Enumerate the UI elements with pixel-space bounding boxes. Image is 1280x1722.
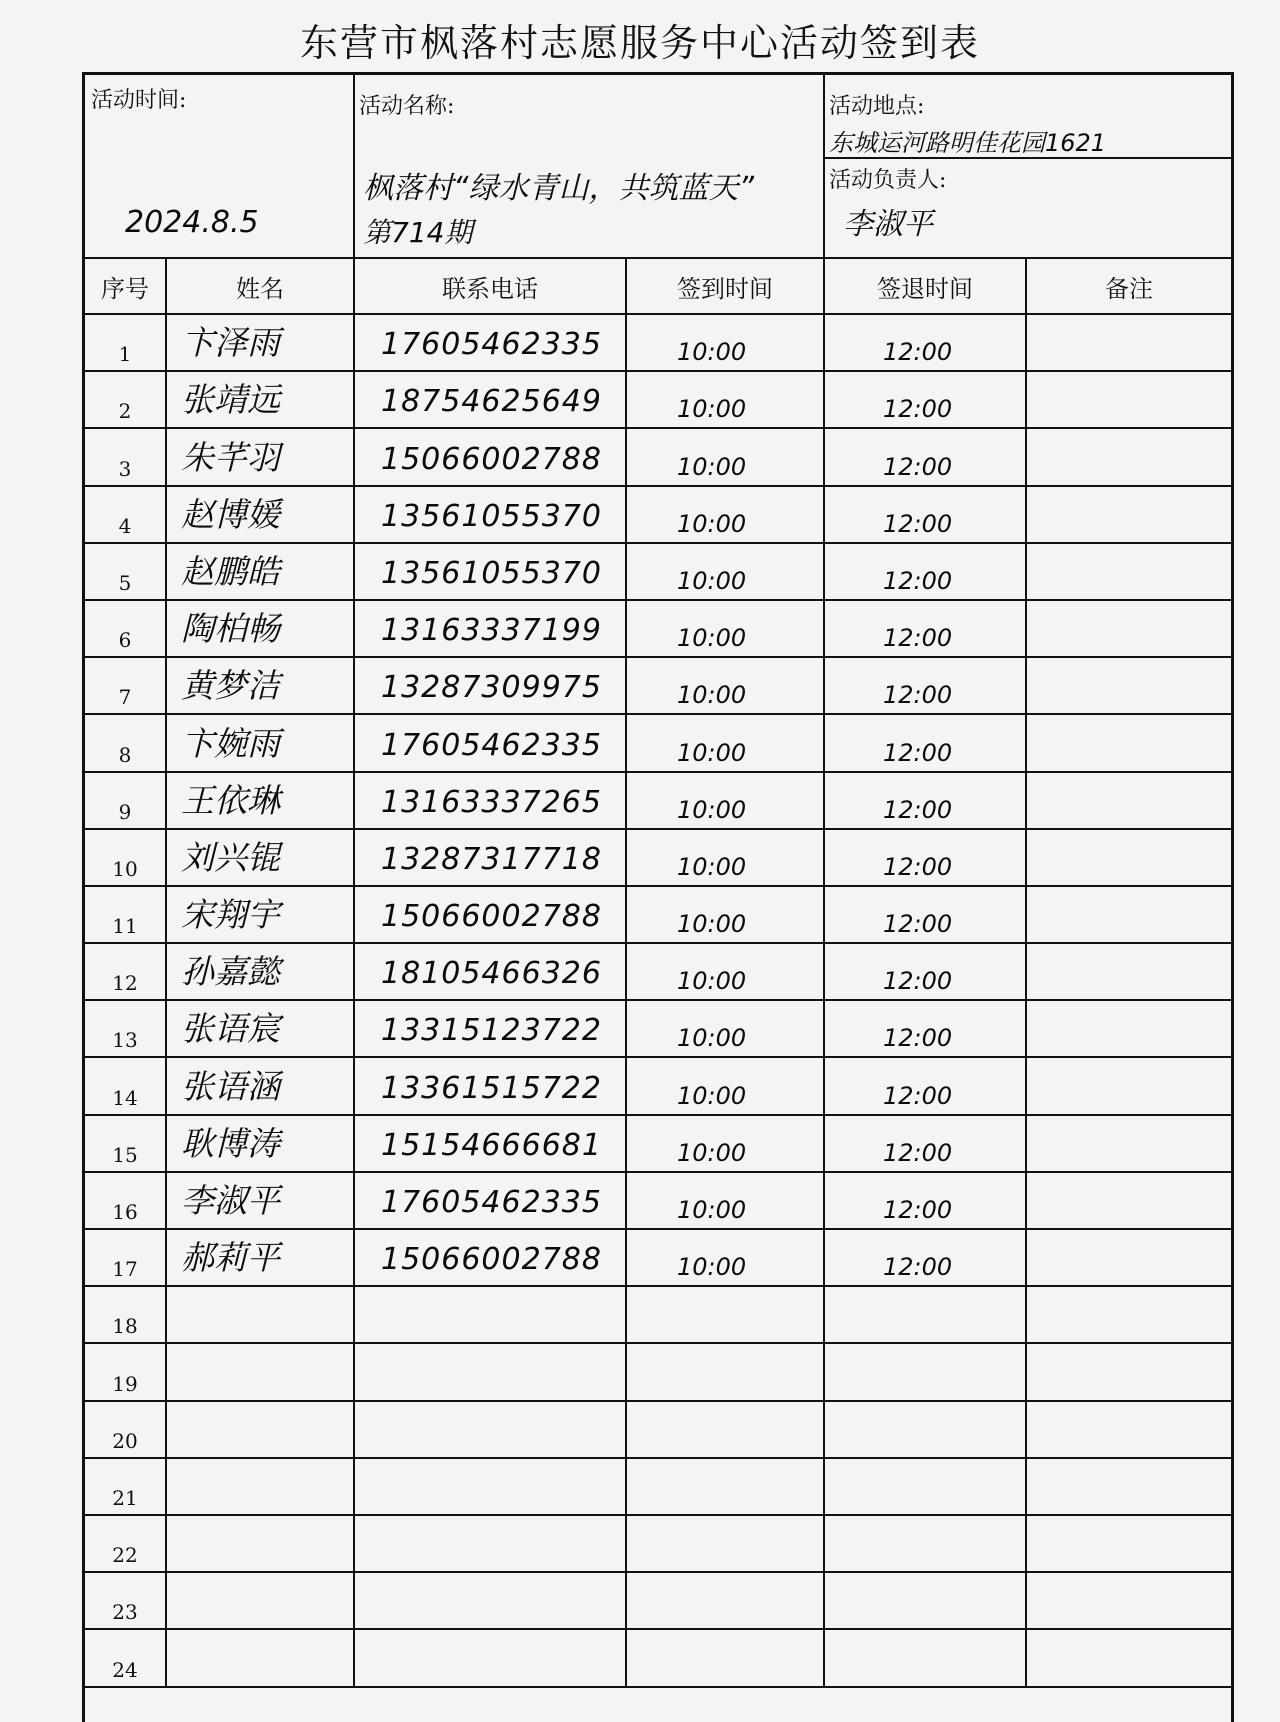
sign-in-time: 10:00 <box>677 338 747 367</box>
name-cell <box>165 1573 353 1628</box>
row-index-cell <box>85 1058 165 1113</box>
sign-in-time: 10:00 <box>677 566 747 595</box>
phone-cell <box>353 1630 625 1685</box>
volunteer-name: 赵博媛 <box>181 494 280 534</box>
sign-in-cell <box>625 544 823 599</box>
remarks-cell <box>1025 1573 1231 1628</box>
row-index-cell <box>85 944 165 999</box>
remarks-cell <box>1025 1402 1231 1457</box>
row-index-cell <box>85 1230 165 1285</box>
phone-cell <box>353 715 625 770</box>
volunteer-name: 李淑平 <box>181 1181 280 1220</box>
activity-time-cell <box>85 75 355 257</box>
sign-out-time: 12:00 <box>883 395 953 424</box>
name-cell <box>165 715 353 770</box>
sign-in-cell <box>625 315 823 370</box>
sign-in-cell <box>625 773 823 828</box>
sign-out-time: 12:00 <box>883 910 953 939</box>
sign-out-cell <box>823 1173 1025 1228</box>
remarks-cell <box>1025 658 1231 713</box>
remarks-cell <box>1025 372 1231 427</box>
row-index-cell <box>85 601 165 656</box>
sign-in-time: 10:00 <box>677 795 747 824</box>
table-row <box>85 1459 1231 1516</box>
sign-out-time: 12:00 <box>883 1138 953 1167</box>
volunteer-name: 刘兴锟 <box>181 837 280 877</box>
row-index: 22 <box>112 1543 138 1568</box>
sign-out-cell <box>823 1230 1025 1285</box>
phone-cell <box>353 372 625 427</box>
sign-in-cell <box>625 887 823 942</box>
table-row <box>85 601 1231 658</box>
sign-out-cell <box>823 315 1025 370</box>
contact-phone: 13315123722 <box>381 1013 602 1049</box>
table-row <box>85 773 1231 830</box>
table-row <box>85 715 1231 772</box>
table-row <box>85 830 1231 887</box>
header-sign-out-time: 签退时间 <box>823 259 1025 313</box>
phone-cell <box>353 429 625 484</box>
remarks-cell <box>1025 773 1231 828</box>
remarks-cell <box>1025 1459 1231 1514</box>
activity-place-value: 东城运河路明佳花园1621 <box>829 129 1107 157</box>
phone-cell <box>353 1459 625 1514</box>
sign-in-cell <box>625 1630 823 1685</box>
activity-place-cell <box>823 75 1231 257</box>
sign-out-cell <box>823 658 1025 713</box>
remarks-cell <box>1025 944 1231 999</box>
remarks-cell <box>1025 487 1231 542</box>
sign-out-cell <box>823 1058 1025 1113</box>
remarks-cell <box>1025 429 1231 484</box>
row-index: 18 <box>112 1314 138 1339</box>
phone-cell <box>353 658 625 713</box>
sign-in-time: 10:00 <box>677 452 747 481</box>
table-row <box>85 544 1231 601</box>
sign-out-time: 12:00 <box>883 1196 953 1224</box>
row-index-cell <box>85 1116 165 1171</box>
sign-in-time: 10:00 <box>677 395 747 424</box>
sign-in-time: 10:00 <box>677 1024 747 1053</box>
phone-cell <box>353 1287 625 1342</box>
sign-out-time: 12:00 <box>883 509 953 538</box>
row-index: 4 <box>118 513 132 538</box>
sign-out-time: 12:00 <box>883 1024 953 1053</box>
phone-cell <box>353 1402 625 1457</box>
row-index: 14 <box>112 1085 138 1110</box>
attendance-table <box>85 259 1231 1688</box>
header-sign-in-time: 签到时间 <box>625 259 823 313</box>
sign-out-cell <box>823 944 1025 999</box>
remarks-cell <box>1025 1230 1231 1285</box>
sign-in-cell <box>625 658 823 713</box>
sign-out-cell <box>823 715 1025 770</box>
sign-out-cell <box>823 1402 1025 1457</box>
row-index-cell <box>85 1516 165 1571</box>
row-index-cell <box>85 429 165 484</box>
name-cell <box>165 372 353 427</box>
table-row <box>85 1516 1231 1573</box>
contact-phone: 17605462335 <box>381 1185 602 1220</box>
sign-in-cell <box>625 1173 823 1228</box>
contact-phone: 13561055370 <box>381 498 602 534</box>
sign-in-cell <box>625 715 823 770</box>
remarks-cell <box>1025 1344 1231 1399</box>
remarks-cell <box>1025 1116 1231 1171</box>
activity-name-value-line2: 第714期 <box>363 216 473 249</box>
sign-out-cell <box>823 830 1025 885</box>
phone-cell <box>353 1230 625 1285</box>
volunteer-name: 孙嘉懿 <box>181 952 280 992</box>
sign-in-cell <box>625 1344 823 1399</box>
row-index: 5 <box>118 570 132 595</box>
name-cell <box>165 830 353 885</box>
row-index-cell <box>85 773 165 828</box>
sign-in-cell <box>625 1116 823 1171</box>
sign-in-cell <box>625 1287 823 1342</box>
name-cell <box>165 658 353 713</box>
volunteer-name: 赵鹏皓 <box>181 551 280 591</box>
sign-out-time: 12:00 <box>883 624 953 653</box>
row-index: 11 <box>112 914 138 939</box>
volunteer-name: 黄梦洁 <box>181 666 280 706</box>
volunteer-name: 郝莉平 <box>181 1238 280 1278</box>
contact-phone: 18754625649 <box>381 384 602 420</box>
row-index-cell <box>85 544 165 599</box>
sign-out-time: 12:00 <box>883 338 953 367</box>
sign-out-cell <box>823 1630 1025 1685</box>
sign-out-cell <box>823 429 1025 484</box>
volunteer-name: 张语涵 <box>181 1066 280 1106</box>
row-index-cell <box>85 715 165 770</box>
table-header-row <box>85 259 1231 315</box>
phone-cell <box>353 1573 625 1628</box>
contact-phone: 13561055370 <box>381 555 602 591</box>
volunteer-name: 卞婉雨 <box>181 723 280 763</box>
contact-phone: 17605462335 <box>381 327 602 363</box>
contact-phone: 15066002788 <box>381 441 602 477</box>
phone-cell <box>353 487 625 542</box>
name-cell <box>165 1459 353 1514</box>
row-index-cell <box>85 887 165 942</box>
sign-out-cell <box>823 1116 1025 1171</box>
row-index-cell <box>85 658 165 713</box>
phone-cell <box>353 1173 625 1228</box>
row-index-cell <box>85 1287 165 1342</box>
sign-in-cell <box>625 1001 823 1056</box>
row-index: 23 <box>112 1600 138 1625</box>
volunteer-name: 陶柏畅 <box>181 609 280 649</box>
sign-in-time: 10:00 <box>677 509 747 538</box>
row-index: 7 <box>118 685 132 710</box>
row-index: 20 <box>112 1428 138 1453</box>
sign-in-time: 10:00 <box>677 681 747 710</box>
sign-out-cell <box>823 372 1025 427</box>
sign-in-cell <box>625 830 823 885</box>
row-index-cell <box>85 487 165 542</box>
row-index: 19 <box>112 1371 138 1396</box>
activity-time-value: 2024.8.5 <box>125 205 259 240</box>
row-index-cell <box>85 1173 165 1228</box>
activity-leader-value: 李淑平 <box>843 207 933 242</box>
name-cell <box>165 601 353 656</box>
sign-out-cell <box>823 887 1025 942</box>
table-row <box>85 1630 1231 1687</box>
name-cell <box>165 944 353 999</box>
sign-out-cell <box>823 1516 1025 1571</box>
phone-cell <box>353 544 625 599</box>
volunteer-name: 耿博涛 <box>181 1123 280 1163</box>
row-index: 6 <box>118 628 132 653</box>
row-index: 1 <box>118 342 132 367</box>
sign-out-time: 12:00 <box>883 681 953 710</box>
phone-cell <box>353 315 625 370</box>
row-index: 9 <box>118 799 132 824</box>
sign-out-cell <box>823 1459 1025 1514</box>
table-row <box>85 1058 1231 1115</box>
sign-out-time: 12:00 <box>883 566 953 595</box>
name-cell <box>165 1344 353 1399</box>
table-row <box>85 1287 1231 1344</box>
sign-in-cell <box>625 1230 823 1285</box>
activity-time-label: 活动时间: <box>91 88 187 113</box>
name-cell <box>165 429 353 484</box>
sign-out-cell <box>823 1287 1025 1342</box>
remarks-cell <box>1025 1287 1231 1342</box>
contact-phone: 13163337199 <box>381 613 602 649</box>
row-index: 8 <box>118 742 132 767</box>
name-cell <box>165 1001 353 1056</box>
table-row <box>85 1573 1231 1630</box>
sign-in-time: 10:00 <box>677 967 747 996</box>
activity-name-cell <box>353 75 825 257</box>
activity-name-value-line1: 枫落村“绿水青山，共筑蓝天” <box>363 171 755 206</box>
sign-in-cell <box>625 1402 823 1457</box>
name-cell <box>165 1116 353 1171</box>
sign-out-time: 12:00 <box>883 967 953 996</box>
sign-in-table-frame <box>82 72 1234 1722</box>
row-index: 17 <box>112 1257 138 1282</box>
table-row <box>85 944 1231 1001</box>
activity-info-section <box>85 75 1231 259</box>
table-row <box>85 887 1231 944</box>
sign-out-cell <box>823 487 1025 542</box>
sign-in-cell <box>625 944 823 999</box>
sign-in-cell <box>625 1573 823 1628</box>
table-row <box>85 1116 1231 1173</box>
row-index-cell <box>85 830 165 885</box>
activity-place-label: 活动地点: <box>829 94 925 119</box>
row-index-cell <box>85 1630 165 1685</box>
phone-cell <box>353 1344 625 1399</box>
sign-in-cell <box>625 372 823 427</box>
contact-phone: 13287317718 <box>381 841 602 877</box>
activity-name-label: 活动名称: <box>359 94 455 119</box>
sign-out-time: 12:00 <box>883 1081 953 1110</box>
header-remarks: 备注 <box>1025 259 1231 313</box>
sign-in-time: 10:00 <box>677 738 747 767</box>
name-cell <box>165 1516 353 1571</box>
phone-cell <box>353 773 625 828</box>
sign-out-cell <box>823 601 1025 656</box>
activity-leader-label: 活动负责人: <box>829 168 947 193</box>
contact-phone: 13163337265 <box>381 784 602 820</box>
header-index: 序号 <box>101 274 149 303</box>
row-index-cell <box>85 1459 165 1514</box>
row-index: 15 <box>112 1142 138 1167</box>
table-row <box>85 429 1231 486</box>
remarks-cell <box>1025 1058 1231 1113</box>
sign-out-cell <box>823 773 1025 828</box>
table-row <box>85 1230 1231 1287</box>
sign-out-time: 12:00 <box>883 795 953 824</box>
sign-in-time: 10:00 <box>677 624 747 653</box>
sign-in-cell <box>625 429 823 484</box>
volunteer-name: 张靖远 <box>181 380 280 420</box>
table-row <box>85 658 1231 715</box>
row-index-cell <box>85 315 165 370</box>
phone-cell <box>353 1516 625 1571</box>
remarks-cell <box>1025 601 1231 656</box>
phone-cell <box>353 1116 625 1171</box>
volunteer-name: 张语宸 <box>181 1009 280 1049</box>
sign-out-cell <box>823 1001 1025 1056</box>
table-row <box>85 1402 1231 1459</box>
remarks-cell <box>1025 1001 1231 1056</box>
volunteer-name: 宋翔宇 <box>181 895 280 935</box>
phone-cell <box>353 1001 625 1056</box>
contact-phone: 15066002788 <box>381 899 602 935</box>
remarks-cell <box>1025 887 1231 942</box>
phone-cell <box>353 601 625 656</box>
sign-in-cell <box>625 1516 823 1571</box>
contact-phone: 15154666681 <box>381 1127 602 1163</box>
row-index: 24 <box>112 1657 138 1682</box>
sign-out-cell <box>823 1344 1025 1399</box>
row-index-cell <box>85 1573 165 1628</box>
remarks-cell <box>1025 715 1231 770</box>
row-index-cell <box>85 1001 165 1056</box>
remarks-cell <box>1025 315 1231 370</box>
sign-out-time: 12:00 <box>883 1253 953 1282</box>
table-row <box>85 315 1231 372</box>
sign-out-time: 12:00 <box>883 452 953 481</box>
header-name: 姓名 <box>165 259 353 313</box>
row-index-cell <box>85 1344 165 1399</box>
volunteer-name: 卞泽雨 <box>181 323 280 363</box>
name-cell <box>165 773 353 828</box>
phone-cell <box>353 830 625 885</box>
page-title: 东营市枫落村志愿服务中心活动签到表 <box>299 21 980 65</box>
row-index: 12 <box>112 971 138 996</box>
sign-out-cell <box>823 544 1025 599</box>
name-cell <box>165 1402 353 1457</box>
table-row <box>85 1344 1231 1401</box>
name-cell <box>165 487 353 542</box>
sign-in-cell <box>625 601 823 656</box>
name-cell <box>165 887 353 942</box>
remarks-cell <box>1025 830 1231 885</box>
table-row <box>85 1001 1231 1058</box>
header-phone: 联系电话 <box>353 259 625 313</box>
remarks-cell <box>1025 1173 1231 1228</box>
table-row <box>85 372 1231 429</box>
contact-phone: 15066002788 <box>381 1242 602 1278</box>
row-index-cell <box>85 372 165 427</box>
row-index: 2 <box>118 399 132 424</box>
row-index-cell <box>85 1402 165 1457</box>
contact-phone: 18105466326 <box>381 956 602 992</box>
remarks-cell <box>1025 544 1231 599</box>
volunteer-name: 王依琳 <box>181 780 280 820</box>
sign-out-time: 12:00 <box>883 852 953 881</box>
name-cell <box>165 1287 353 1342</box>
sign-in-cell <box>625 1058 823 1113</box>
remarks-cell <box>1025 1516 1231 1571</box>
phone-cell <box>353 944 625 999</box>
name-cell <box>165 544 353 599</box>
volunteer-name: 朱芊羽 <box>181 437 280 477</box>
phone-cell <box>353 887 625 942</box>
name-cell <box>165 315 353 370</box>
sign-out-cell <box>823 1573 1025 1628</box>
sign-in-time: 10:00 <box>677 852 747 881</box>
sign-in-cell <box>625 1459 823 1514</box>
name-cell <box>165 1230 353 1285</box>
row-index: 13 <box>112 1028 138 1053</box>
table-body <box>85 315 1231 1688</box>
table-row <box>85 487 1231 544</box>
name-cell <box>165 1630 353 1685</box>
row-index: 10 <box>112 856 138 881</box>
row-index: 3 <box>118 456 132 481</box>
sign-in-time: 10:00 <box>677 1196 747 1224</box>
sign-in-cell <box>625 487 823 542</box>
sign-in-time: 10:00 <box>677 1081 747 1110</box>
sign-in-time: 10:00 <box>677 1253 747 1282</box>
name-cell <box>165 1173 353 1228</box>
remarks-cell <box>1025 1630 1231 1685</box>
contact-phone: 13361515722 <box>381 1070 602 1106</box>
sign-out-time: 12:00 <box>883 738 953 767</box>
contact-phone: 13287309975 <box>381 670 602 706</box>
contact-phone: 17605462335 <box>381 727 602 763</box>
row-index: 16 <box>112 1200 138 1224</box>
phone-cell <box>353 1058 625 1113</box>
sign-in-time: 10:00 <box>677 1138 747 1167</box>
name-cell <box>165 1058 353 1113</box>
sign-in-time: 10:00 <box>677 910 747 939</box>
row-index: 21 <box>112 1485 138 1510</box>
table-row <box>85 1173 1231 1230</box>
